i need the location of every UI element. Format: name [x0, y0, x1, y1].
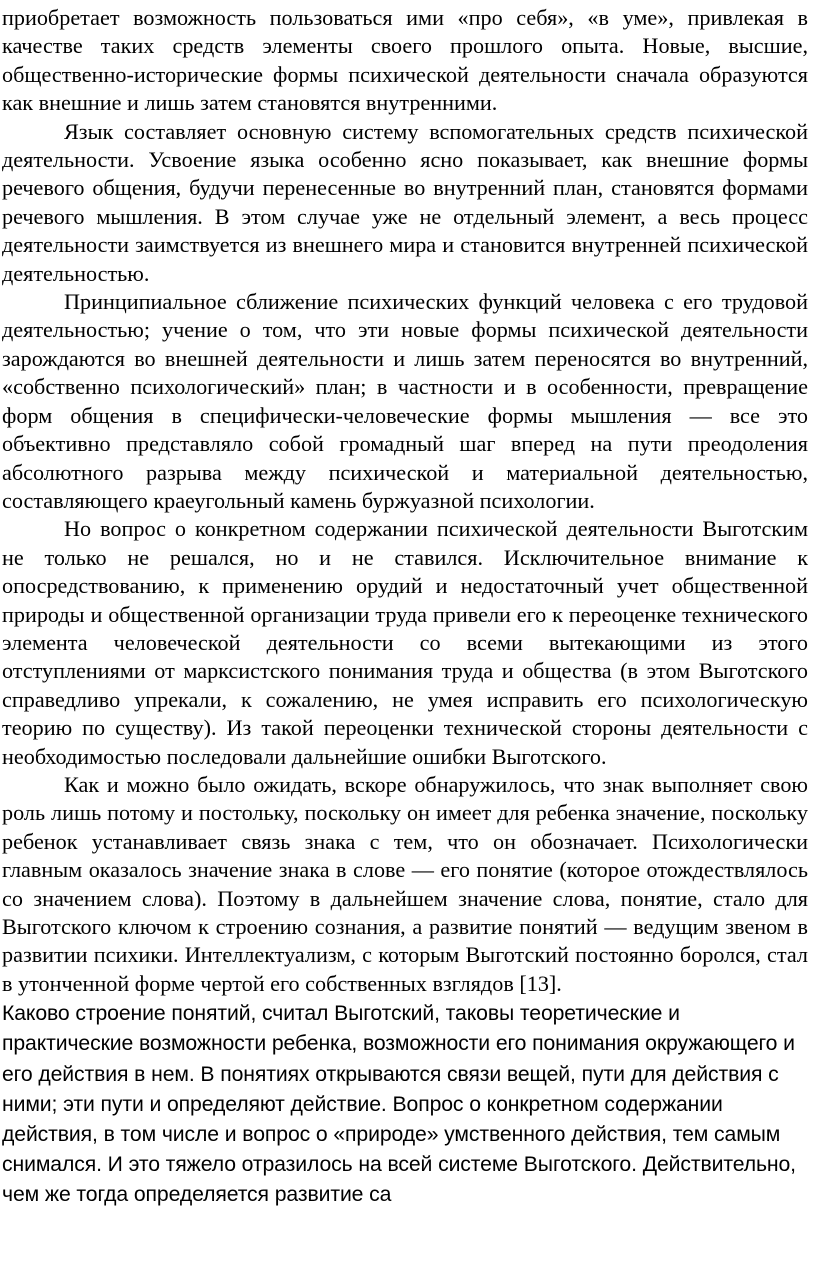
paragraph-5: Как и можно было ожидать, вскоре обнаружилось, что знак выполняет свою роль лишь потому и постольку, поскольку он имеет для ребенка значение, поскольку ребенок устанавливает связь знака с тем, что он обозначает. Психологически главным оказалось значение знака в слове — его понятие (которое отождествлялось со значением слова). Поэтому в дальнейшем значение слова, понятие, стало для Выготского ключом к строению сознания, а развитие понятий — ведущим звеном в развитии психики. Интеллектуализм, с которым Выготский постоянно боролся, стал в утонченной форме чертой его собственных взглядов [13].: [2, 771, 808, 996]
paragraph-6: Каково строение понятий, считал Выготский, таковы теоретические и практические возможности ребенка, возможности его понимания окружающего и его действия в нем. В понятиях открываются связи вещей, пути для действия с ними; эти пути и определяют действие. Вопрос о конкретном содержании действия, в том числе и вопрос о «природе» умственного действия, тем самым снимался. И это тяжело отразилось на всей системе Выготского. Действительно, чем же тогда определяется развитие са: [2, 1002, 796, 1207]
paragraph-4: Но вопрос о конкретном содержании психической деятельности Выготским не только не решался, но и не ставился. Исключительное внимание к опосредствованию, к применению орудий и недостаточный учет общественной природы и общественной организации труда привели его к переоценке технического элемента человеческой деятельности со всеми вытекающими из этого отступлениями от марксистского понимания труда и общества (в этом Выготского справедливо упрекали, к сожалению, не умея исправить его психологическую теорию по существу). Из такой переоценки технической стороны деятельности с необходимостью последовали дальнейшие ошибки Выготского.: [2, 516, 808, 769]
paragraph-2: Язык составляет основную систему вспомогательных средств психической деятельности. Усвоение языка особенно ясно показывает, как внешние формы речевого общения, будучи перенесенные во внутренний план, становятся формами речевого мышления. В этом случае уже не отдельный элемент, а весь процесс деятельности заимствуется из внешнего мира и становится внутренней психической деятельностью.: [2, 118, 808, 286]
paragraph-1: приобретает возможность пользоваться ими «про себя», «в уме», привлекая в качестве таких средств элементы своего прошлого опыта. Новые, высшие, общественно-исторические формы психической деятельности сначала образуются как внешние и лишь затем становятся внутренними.: [2, 5, 808, 116]
paragraph-3: Принципиальное сближение психических функций человека с его трудовой деятельностью; учение о том, что эти новые формы психической деятельности зарождаются во внешней деятельности и лишь затем переносятся во внутренний, «собственно психологический» план; в частности и в особенности, превращение форм общения в специфически-человеческие формы мышления — все это объективно представляло собой громадный шаг вперед на пути преодоления абсолютного разрыва между психической и материальной деятельностью, составляющего краеугольный камень буржуазной психологии.: [2, 289, 808, 513]
